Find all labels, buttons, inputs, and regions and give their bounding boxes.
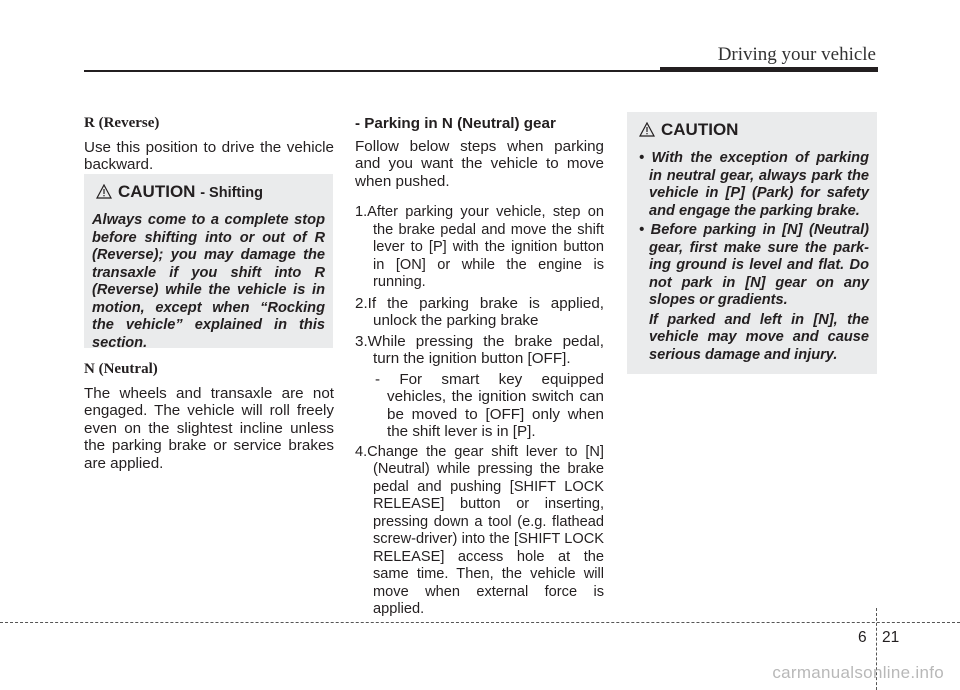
left-column	[84, 115, 334, 174]
step-2: 2.If the parking brake is applied, unlock the parking brake	[355, 294, 604, 329]
step-3-substep: - For smart key equipped vehicles, the ignition switch can be moved to [OFF] only when the shift lever is in [P].	[375, 370, 604, 440]
step-4: 4.Change the gear shift lever to [N] (Neutral) while pressing the brake pedal and pushing [SHIFT LOCK RELEASE] button or inserting, pressing down a tool (e.g. flathead screw-driver) into the [SHIFT LOCK RELEASE] access hole at the same time. Then, the vehicle will move when external force is applied.	[355, 443, 604, 617]
parking-neutral-heading: - Parking in N (Neutral) gear	[355, 115, 556, 132]
caution-bullet: • With the exception of parking in neutral gear, always park the vehicle in [P] (Park) for safety and engage the parking brake.	[639, 150, 869, 219]
middle-column	[355, 115, 604, 619]
chapter-number: 6	[858, 629, 867, 646]
header-rule-accent	[660, 67, 878, 72]
footer-rule	[0, 622, 960, 623]
shifting-caution-text: Always come to a complete stop before shifting into or out of R (Reverse); you may damage the transaxle if you shift into R (Reverse) while the vehicle is in motion, except when “Rocking the vehicle” explained in this section.	[92, 212, 325, 351]
reverse-heading: R (Reverse)	[84, 115, 160, 131]
parking-caution-title: CAUTION	[635, 120, 869, 142]
parking-caution-box	[627, 112, 877, 374]
neutral-text: The wheels and transaxle are not engaged. The vehicle will roll freely even on the slightest incline unless the parking brake or service brakes are applied.	[84, 384, 334, 472]
watermark: carmanualsonline.info	[772, 663, 944, 682]
reverse-text: Use this position to drive the vehicle backward.	[84, 138, 334, 173]
step-3: 3.While pressing the brake pedal, turn the ignition button [OFF].	[355, 332, 604, 367]
neutral-heading: N (Neutral)	[84, 361, 158, 377]
shifting-caution-box	[84, 174, 333, 351]
caution-extra: If parked and left in [N], the vehicle may move and cause serious damage and injury.	[649, 311, 869, 363]
parking-intro: Follow below steps when parking and you want the vehicle to move when pushed.	[355, 137, 604, 190]
caution-bullet: • Before parking in [N] (Neutral) gear, first make sure the park-ing ground is level and flat. Do not park in [N] gear on any slopes or gradients.	[639, 222, 869, 308]
shifting-caution-title: CAUTION - Shifting	[92, 182, 325, 204]
page-number: 21	[882, 629, 900, 646]
step-1: 1.After parking your vehicle, step on the brake pedal and move the shift lever to [P] with the ignition button in [ON] or while the engine is running.	[355, 204, 604, 290]
header-title: Driving your vehicle	[717, 44, 876, 65]
warning-icon	[639, 122, 655, 142]
neutral-section	[84, 361, 334, 472]
warning-icon	[96, 184, 112, 204]
